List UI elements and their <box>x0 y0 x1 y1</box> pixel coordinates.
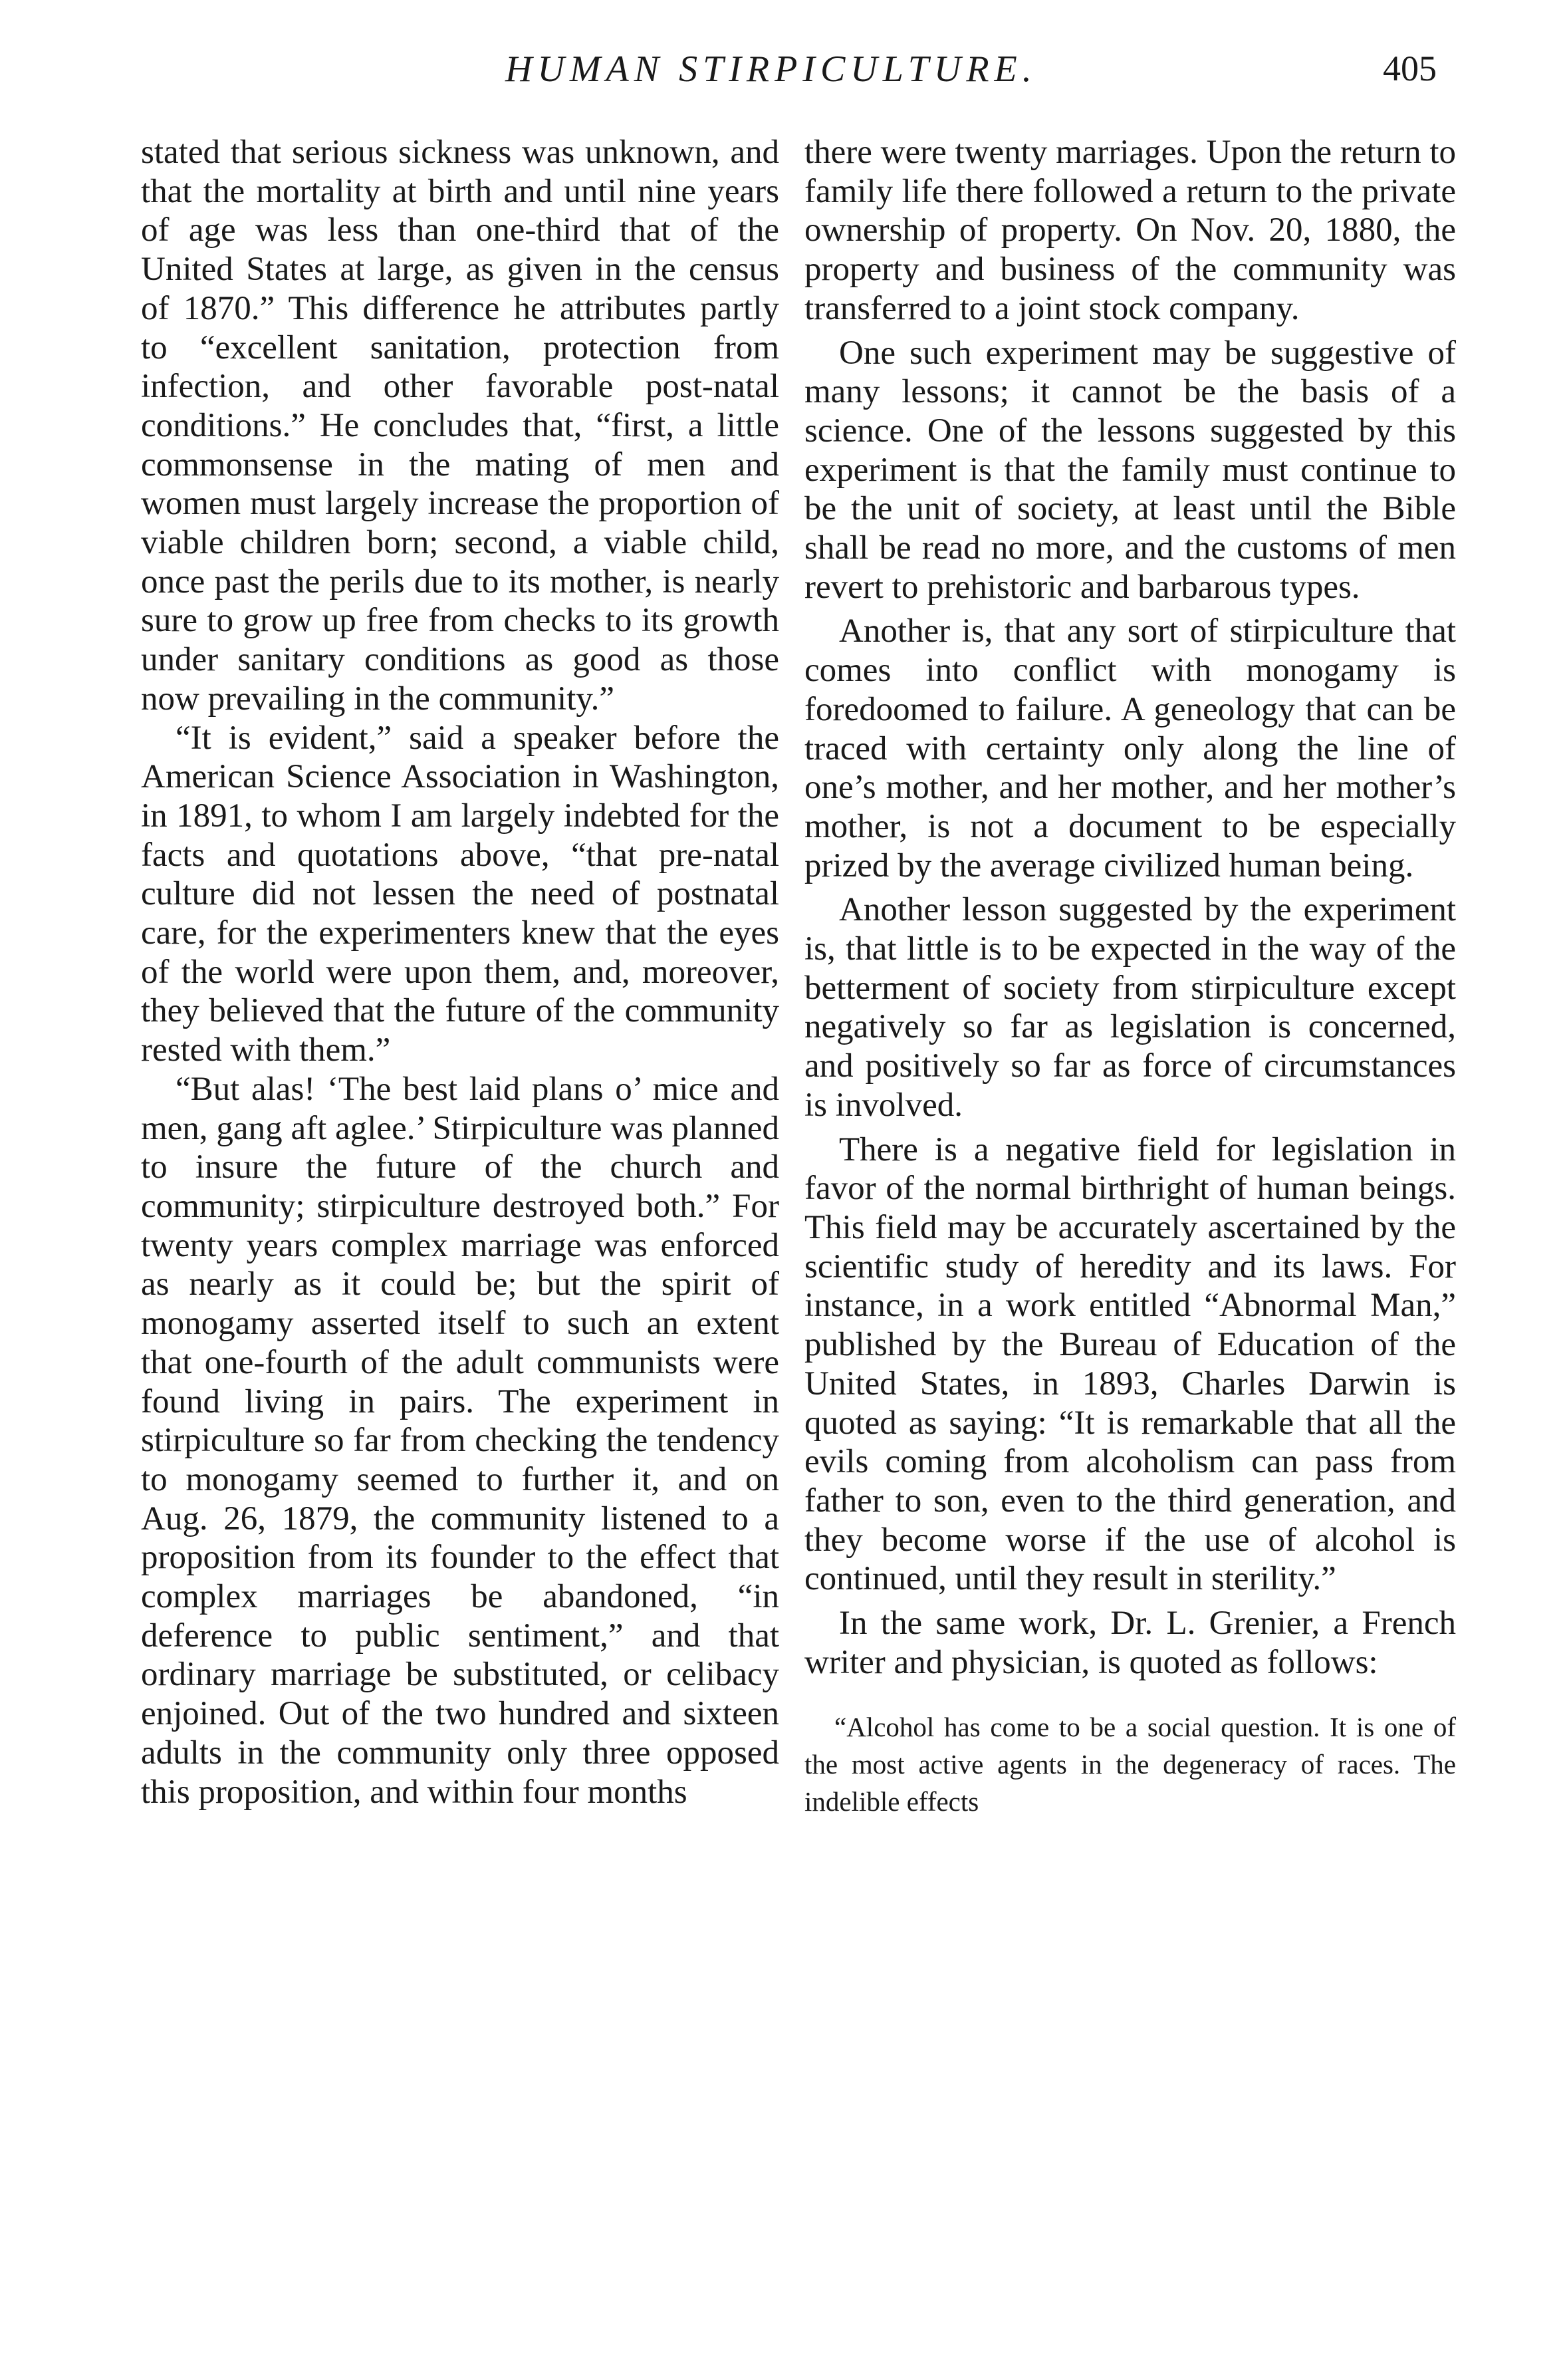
paragraph: One such experiment may be suggestive of many lessons; it cannot be the basis of a science. One of the lessons suggested by this experiment is that the family must continue to be the unit of society, at least until the Bible shall be read no more, and the customs of men revert to prehistoric and barbarous types. <box>804 334 1456 606</box>
paragraph: there were twenty marriages. Upon the return to family life there followed a return to the private ownership of property. On Nov. 20, 1880, the property and business of the community was transferred to a joint stock company. <box>804 134 1456 327</box>
paragraph: Another is, that any sort of stirpiculture that comes into conflict with monogamy is foredoomed to failure. A geneology that can be traced with certainty only along the line of one’s mother, and her mother, and her mother’s mother, is not a document to be especially prized by the average civilized human being. <box>804 612 1456 884</box>
paragraph: “But alas! ‘The best laid plans o’ mice and men, gang aft aglee.’ Stirpiculture was planned to insure the future of the church and community; stirpiculture destroyed both.” For twenty years complex marriage was enforced as nearly as it could be; but the spirit of monogamy asserted itself to such an extent that one-fourth of the adult communists were found living in pairs. The experiment in stirpiculture so far from checking the tendency to monogamy seemed to further it, and on Aug. 26, 1879, the community listened to a proposition from its founder to the effect that complex marriages be abandoned, “in deference to public sentiment,” and that ordinary marriage be substituted, or celibacy enjoined. Out of the two hundred and sixteen adults in the community only three opposed this proposition, and within four months <box>141 1070 779 1811</box>
paragraph: In the same work, Dr. L. Grenier, a French writer and physician, is quoted as follows: <box>804 1605 1456 1681</box>
left-column <box>141 133 779 2294</box>
paragraph: Another lesson suggested by the experiment is, that little is to be expected in the way of the betterment of society from stirpiculture except negatively so far as legislation is concerned, and positively so far as force of circumstances is involved. <box>804 891 1456 1124</box>
running-title: HUMAN STIRPICULTURE. <box>505 49 1037 90</box>
paragraph: “It is evident,” said a speaker before the American Science Association in Washington, in 1891, to whom I am largely indebted for the facts and quotations above, “that pre-natal culture did not lessen the need of postnatal care, for the experimenters knew that the eyes of the world were upon them, and, moreover, they believed that the future of the community rested with them.” <box>141 719 779 1069</box>
right-column <box>804 133 1456 2294</box>
paragraph: There is a negative field for legislation in favor of the normal birthright of human beings. This field may be accurately ascertained by the scientific study of heredity and its laws. For instance, in a work entitled “Abnormal Man,” published by the Bureau of Education of the United States, in 1893, Charles Darwin is quoted as saying: “It is remarkable that all the evils coming from alcoholism can pass from father to son, even to the third generation, and they become worse if the use of alcohol is continued, until they result in sterility.” <box>804 1130 1456 1598</box>
running-header <box>0 48 1567 101</box>
block-quote: “Alcohol has come to be a social question. It is one of the most active agents in the degeneracy of races. The indelible effects <box>804 1712 1456 1817</box>
page-number: 405 <box>1383 49 1437 88</box>
paragraph: stated that serious sickness was unknown, and that the mortality at birth and until nine years of age was less than one-third that of the United States at large, as given in the census of 1870.” This difference he attributes partly to “excellent sanitation, protection from infection, and other favorable post-natal conditions.” He concludes that, “first, a little commonsense in the mating of men and women must largely increase the proportion of viable children born; second, a viable child, once past the perils due to its mother, is nearly sure to grow up free from checks to its growth under sanitary conditions as good as those now prevailing in the community.” <box>141 134 779 718</box>
